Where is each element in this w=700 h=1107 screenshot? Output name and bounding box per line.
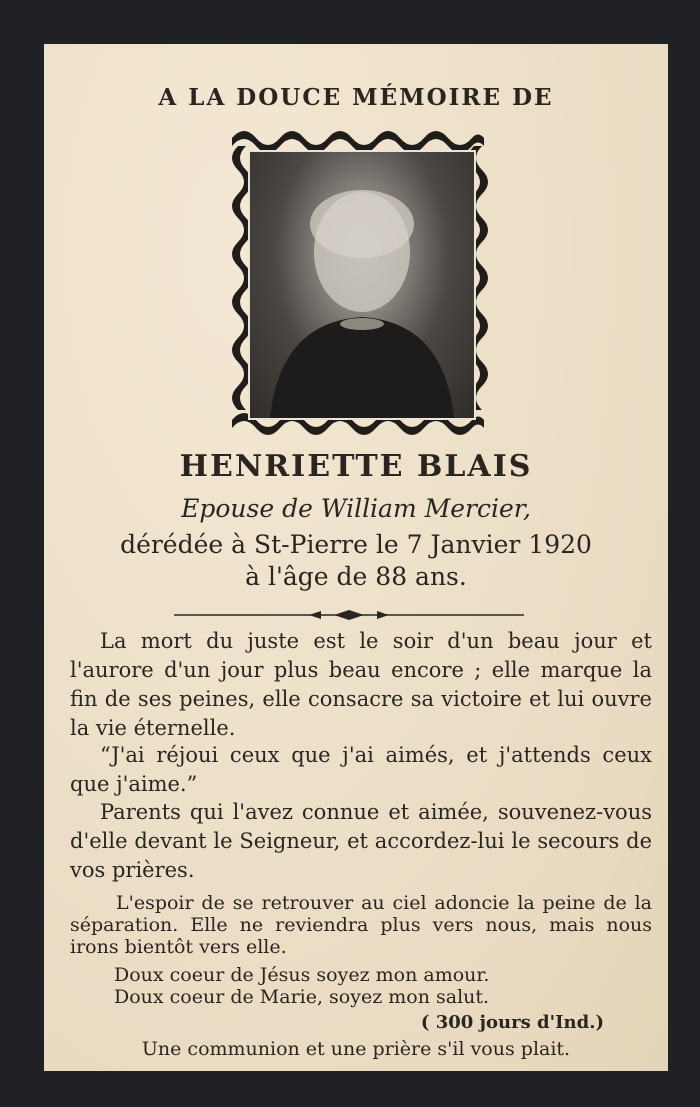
paragraph-3: Parents qui l'avez connue et aimée, souvenez-vous d'elle devant le Seigneur, et accordez-lui le secours de vos prières.	[70, 800, 652, 882]
prayer-block	[114, 964, 594, 1008]
prayer-jesus: Doux coeur de Jésus soyez mon amour.	[114, 964, 490, 986]
prayer-marie: Doux coeur de Marie, soyez mon salut.	[114, 986, 490, 1008]
paragraph-1: La mort du juste est le soir d'un beau jour et l'aurore d'un jour plus beau encore ; elle marque la fin de ses peines, elle consacre sa victoire et lui ouvre la vie éternelle.	[70, 629, 652, 740]
closing-line: Une communion et une prière s'il vous plait.	[141, 1038, 571, 1060]
card-paper	[44, 44, 668, 1071]
paragraph-4: L'espoir de se retrouver au ciel adoncie la peine de la séparation. Elle ne reviendra plus vers nous, mais nous irons bientôt vers elle.	[70, 892, 652, 958]
deceased-name: HENRIETTE BLAIS	[179, 449, 533, 484]
indulgence-note: ( 300 jours d'Ind.)	[420, 1012, 604, 1033]
age-line: à l'âge de 88 ans.	[245, 562, 467, 591]
death-line: dérédée à St-Pierre le 7 Janvier 1920	[120, 530, 592, 559]
paragraph-2: “J'ai réjoui ceux que j'ai aimés, et j'attends ceux que j'aime.”	[70, 743, 652, 796]
ornamental-divider	[174, 609, 524, 621]
portrait-figure	[250, 152, 474, 418]
portrait-photo	[248, 150, 476, 420]
spouse-line: Epouse de William Mercier,	[181, 494, 531, 523]
card-header: A LA DOUCE MÉMOIRE DE	[158, 84, 554, 111]
